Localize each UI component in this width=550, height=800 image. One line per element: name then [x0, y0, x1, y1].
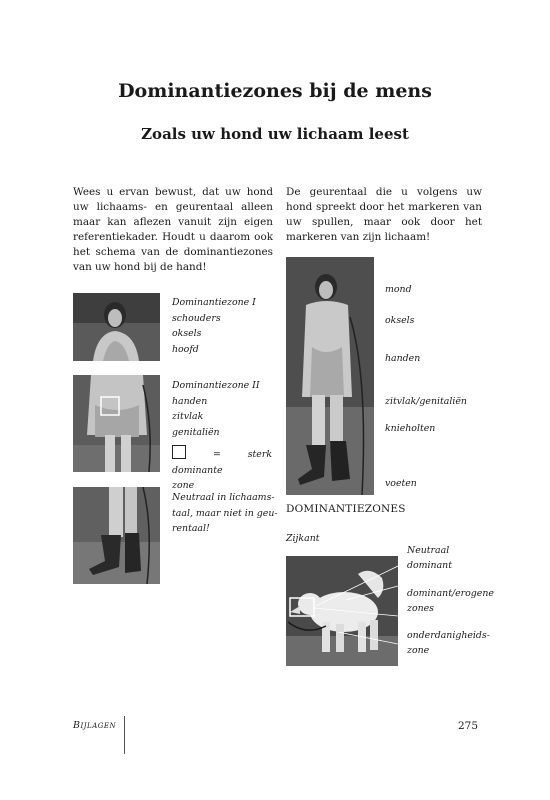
neutral-caption: Neutraal in lichaams- taal, maar niet in geu- rentaal! — [172, 492, 278, 534]
zone2-legend: = sterk dominante zone — [172, 445, 272, 494]
photo-mid-body — [73, 375, 160, 472]
intro-paragraph-right: De geurentaal die u volgens uw hond spreekt door het markeren van uw spullen, maar ook door het markeren van zijn lichaam! — [286, 186, 482, 243]
photo-dog — [286, 556, 398, 666]
section-heading: DOMINANTIEZONES — [286, 503, 406, 515]
legend-square-icon — [172, 445, 186, 459]
label-voeten: voeten — [385, 478, 417, 489]
photo-legs — [73, 487, 160, 584]
intro-paragraph-left: Wees u ervan bewust, dat uw hond uw lichaams- en geurentaal alleen maar kan aflezen vanuit zijn eigen referentiekader. Houdt u daarom ook het schema van de dominantiezones van uw hond bij de hand! — [73, 186, 273, 273]
dog-label-onderdanigheids: onderdanigheids- — [407, 630, 490, 641]
label-knieholten: knieholten — [385, 423, 436, 434]
dog-label-zone: zone — [407, 645, 430, 656]
zone2-caption: Dominantiezone II handen zitvlak genitaliën — [172, 380, 260, 438]
page-subtitle: Zoals uw hond uw lichaam leest — [141, 125, 409, 143]
dog-label-zones: zones — [407, 603, 434, 614]
page-number: 275 — [458, 720, 479, 732]
label-handen: handen — [385, 353, 421, 364]
dog-label-dominant: dominant — [407, 560, 452, 571]
footer-section: Bijlagen — [73, 720, 117, 731]
zone1-caption: Dominantiezone I schouders oksels hoofd — [172, 297, 256, 355]
photo-upper-body — [73, 293, 160, 361]
dog-label-dominant-erogene: dominant/erogene — [407, 588, 494, 599]
footer-divider — [124, 716, 125, 754]
page-title: Dominantiezones bij de mens — [118, 80, 432, 102]
label-zitvlak: zitvlak/genitaliën — [385, 396, 467, 407]
label-mond: mond — [385, 284, 412, 295]
label-oksels: oksels — [385, 315, 415, 326]
photo-full-body — [286, 257, 374, 495]
view-label: Zijkant — [286, 533, 320, 544]
dog-label-neutraal: Neutraal — [407, 545, 450, 556]
